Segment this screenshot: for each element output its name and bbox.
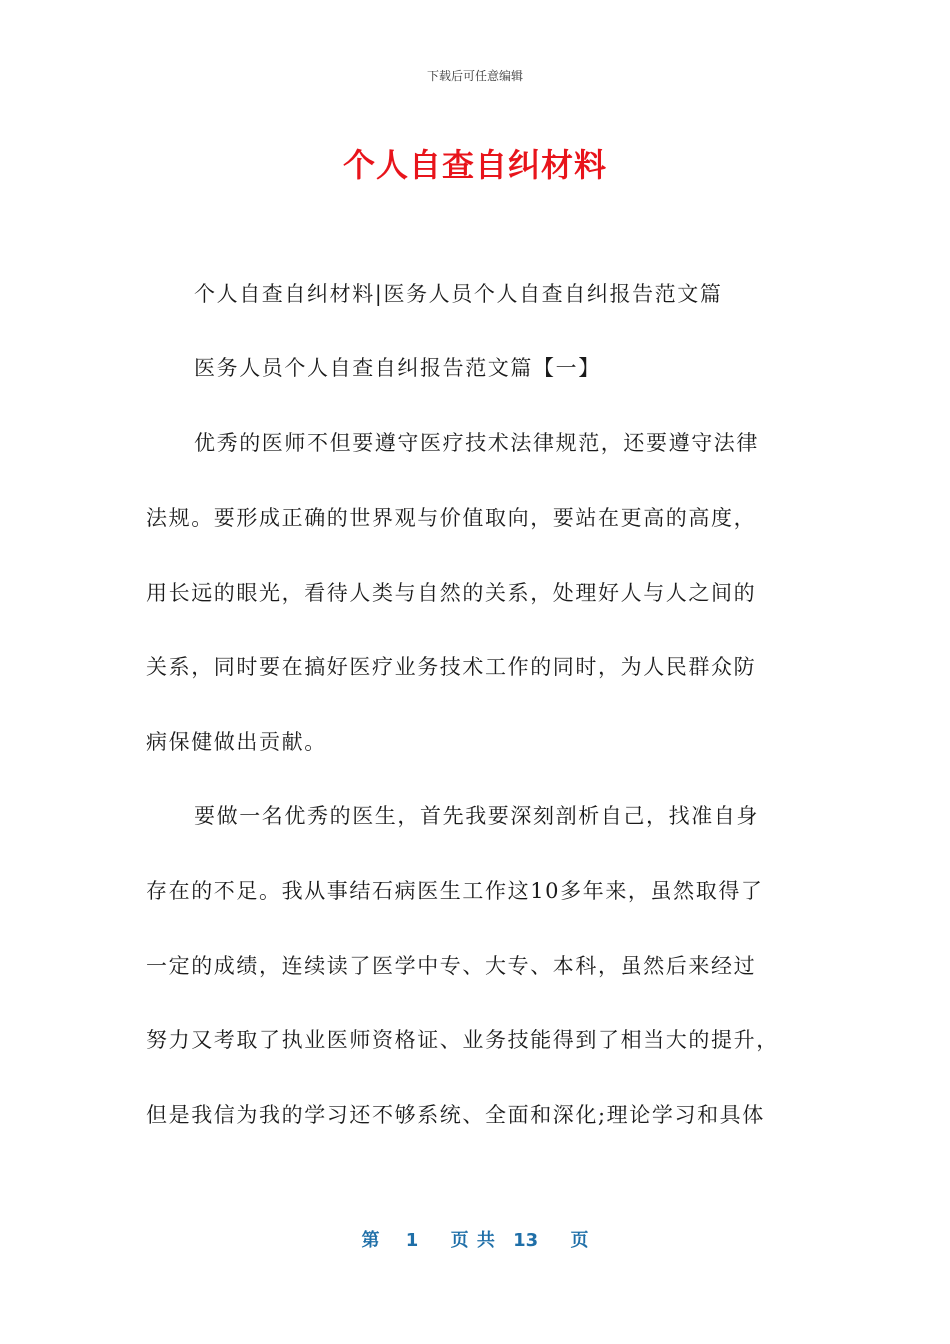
paragraph-line: 关系，同时要在搞好医疗业务技术工作的同时，为人民群众防 bbox=[146, 655, 757, 679]
footer-total-pages: 13 bbox=[513, 1230, 539, 1251]
paragraph-line: 病保健做出贡献。 bbox=[146, 730, 327, 754]
header-note: 下载后可任意编辑 bbox=[426, 69, 523, 83]
paragraph-line: 存在的不足。我从事结石病医生工作这10多年来，虽然取得了 bbox=[146, 879, 764, 903]
paragraph-line: 但是我信为我的学习还不够系统、全面和深化;理论学习和具体 bbox=[146, 1103, 765, 1127]
document-title: 个人自查自纠材料 bbox=[342, 146, 607, 184]
paragraph-line: 努力又考取了执业医师资格证、业务技能得到了相当大的提升， bbox=[146, 1028, 779, 1052]
paragraph-line: 一定的成绩，连续读了医学中专、大专、本科，虽然后来经过 bbox=[146, 954, 757, 978]
paragraph-line: 优秀的医师不但要遵守医疗技术法律规范，还要遵守法律 bbox=[194, 431, 759, 455]
footer-label-total: 页 共 bbox=[450, 1230, 495, 1251]
subtitle-line: 个人自查自纠材料|医务人员个人自查自纠报告范文篇 bbox=[194, 282, 723, 306]
footer-page-number: 1 bbox=[405, 1230, 419, 1251]
paragraph-line: 用长远的眼光，看待人类与自然的关系，处理好人与人之间的 bbox=[146, 581, 757, 605]
paragraph-line: 要做一名优秀的医生，首先我要深刻剖析自己，找准自身 bbox=[194, 804, 759, 828]
section-heading: 医务人员个人自查自纠报告范文篇【一】 bbox=[194, 356, 601, 380]
paragraph-line: 法规。要形成正确的世界观与价值取向，要站在更高的高度， bbox=[146, 506, 757, 530]
page-footer bbox=[0, 1226, 950, 1252]
footer-label-end: 页 bbox=[570, 1230, 589, 1251]
footer-label-page: 第 bbox=[361, 1230, 380, 1251]
